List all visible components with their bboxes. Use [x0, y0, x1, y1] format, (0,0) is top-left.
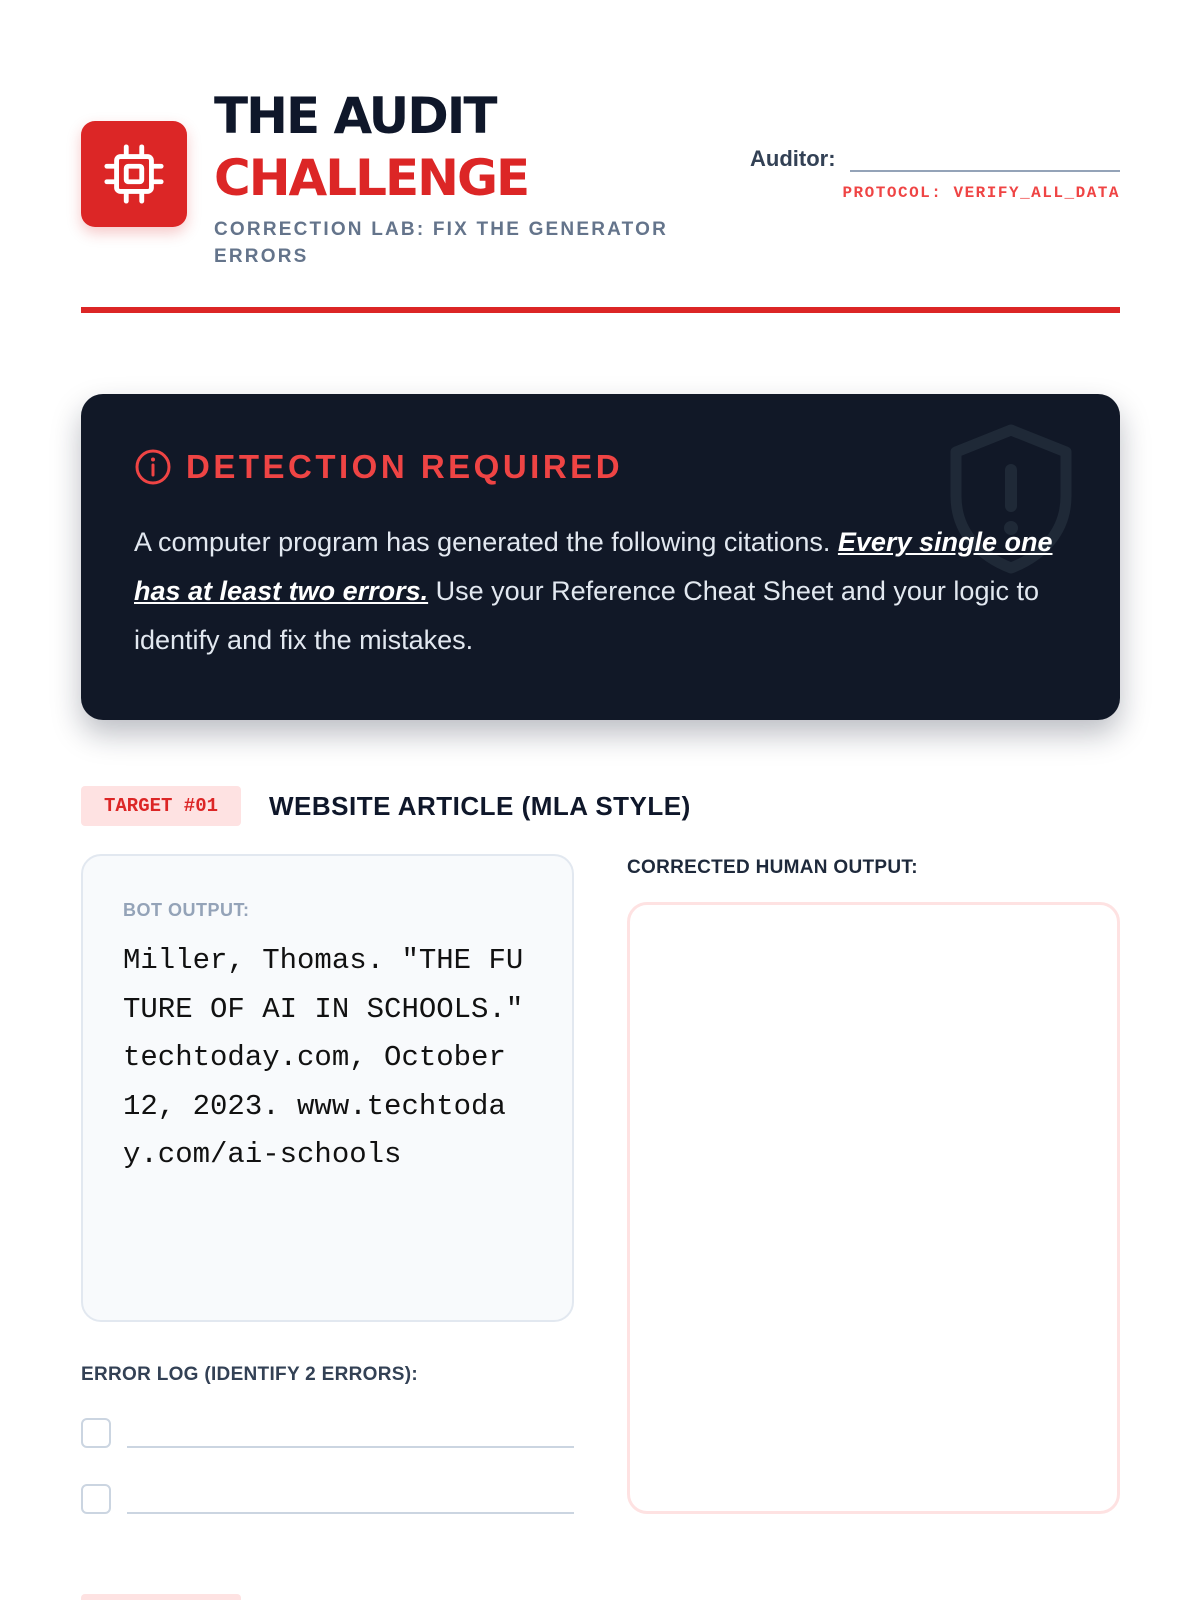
title-line-1: THE AUDIT — [214, 87, 496, 145]
title-line-2: CHALLENGE — [214, 149, 529, 207]
protocol-tag: PROTOCOL: VERIFY_ALL_DATA — [842, 184, 1120, 202]
alert-body-emphasis: Every single one has at least two errors. — [134, 527, 1053, 606]
error-log-row — [81, 1414, 574, 1448]
alert-body-instructions: Use your Reference Cheat Sheet and your logic to identify and fix the mistakes. — [134, 576, 1039, 655]
title-block — [214, 86, 684, 270]
page-header — [81, 86, 1120, 316]
error-entry-field[interactable] — [127, 1414, 574, 1448]
info-circle-icon — [134, 448, 172, 486]
target-badge: TARGET #01 — [81, 786, 241, 826]
alert-body-intro: A computer program has generated the following citations. — [134, 527, 838, 557]
target-title: WEBSITE ARTICLE (MLA STYLE) — [269, 790, 691, 821]
error-log-row — [81, 1480, 574, 1514]
logo-badge — [81, 121, 187, 227]
corrected-output-label: CORRECTED HUMAN OUTPUT: — [627, 857, 918, 878]
error-checkbox[interactable] — [81, 1418, 111, 1448]
next-target-badge — [81, 1594, 241, 1600]
bot-output-label: BOT OUTPUT: — [123, 900, 250, 920]
detection-alert — [81, 394, 1120, 720]
subtitle: CORRECTION LAB: FIX THE GENERATOR ERRORS — [214, 219, 669, 267]
error-log-label: ERROR LOG (IDENTIFY 2 ERRORS): — [81, 1364, 418, 1385]
error-checkbox[interactable] — [81, 1484, 111, 1514]
corrected-output-field[interactable] — [627, 902, 1120, 1514]
error-entry-field[interactable] — [127, 1480, 574, 1514]
bot-output-card — [81, 854, 574, 1322]
auditor-label: Auditor: — [750, 146, 836, 171]
header-divider — [81, 307, 1120, 313]
bot-output-citation: Miller, Thomas. "THE FUTURE OF AI IN SCHOOLS." techtoday.com, October 12, 2023. www.techtoday.com/ai-schools — [123, 944, 524, 1171]
auditor-row — [750, 142, 1120, 172]
alert-heading — [134, 448, 623, 486]
cpu-chip-icon — [103, 143, 165, 205]
alert-body — [134, 518, 1054, 665]
alert-title: DETECTION REQUIRED — [186, 448, 624, 485]
target-header — [81, 786, 691, 826]
auditor-name-field[interactable] — [850, 142, 1120, 172]
auditor-area — [750, 142, 1120, 202]
